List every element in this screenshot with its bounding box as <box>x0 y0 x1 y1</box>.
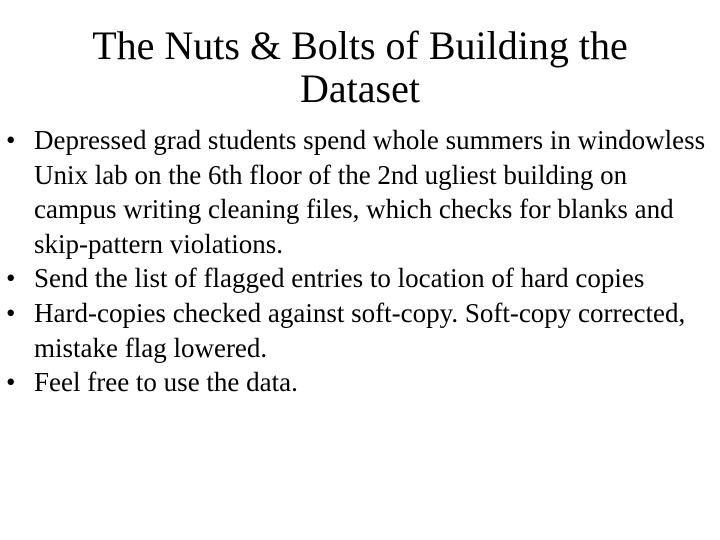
bullet-icon: • <box>6 263 16 294</box>
bullet-item-cleaning-files <box>0 123 720 261</box>
bullet-text: Hard-copies checked against soft-copy. Soft-copy corrected, mistake flag lowered. <box>34 297 686 363</box>
bullet-text: Depressed grad students spend whole summers in windowless Unix lab on the 6th floor of the 2nd ugliest building on campus writing cleaning files, which checks for blanks and skip-pattern violations. <box>34 125 706 259</box>
bullet-list <box>0 123 720 400</box>
slide-title: The Nuts & Bolts of Building the Dataset <box>92 23 628 111</box>
bullet-item-use-data <box>0 365 720 400</box>
bullet-item-hard-copies-checked <box>0 296 720 365</box>
bullet-icon: • <box>6 297 16 328</box>
bullet-item-flagged-entries <box>0 261 720 296</box>
bullet-text: Feel free to use the data. <box>34 367 298 398</box>
bullet-icon: • <box>6 367 16 398</box>
bullet-icon: • <box>6 125 16 155</box>
bullet-text: Send the list of flagged entries to location of hard copies <box>34 263 645 294</box>
